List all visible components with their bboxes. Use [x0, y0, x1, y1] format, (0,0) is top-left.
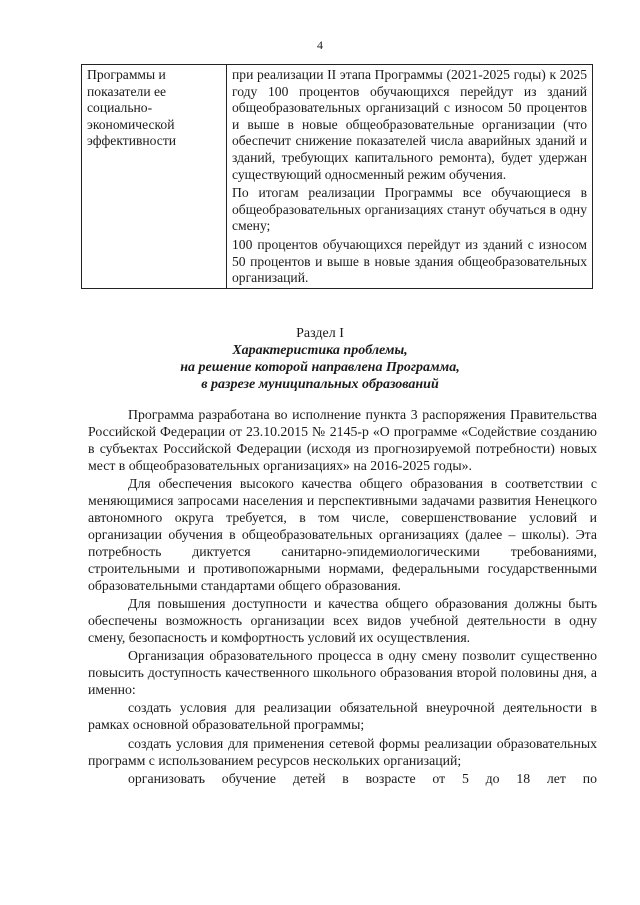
body-paragraph: Для обеспечения высокого качества общего образования в соответствии с меняющимися запросами населения и перспективными задачами развития Ненецкого автономного округа требуется, в том числе, совершенствование условий и организации обучения в общеобразовательных организациях (далее – школы). Эта потребность диктуется санитарно-эпидемиологическими требованиями, строительными и противопожарными нормами, федеральными государственными образовательными стандартами общего образования.: [88, 476, 597, 593]
body-paragraph: создать условия для применения сетевой формы реализации образовательных программ с использованием ресурсов нескольких организаций;: [88, 735, 597, 768]
body-paragraph: Программа разработана во исполнение пункта 3 распоряжения Правительства Российской Федерации от 23.10.2015 № 2145-р «О программе «Содействие созданию в субъектах Российской Федерации (исходя из прогнозируемой потребности) новых мест в общеобразовательных организациях» на 2016-2025 годы».: [88, 407, 597, 473]
table-left-cell: Программы и показатели ее социально-экономической эффективности: [82, 65, 227, 289]
page-number: 4: [317, 38, 323, 52]
section-label: Раздел I: [296, 326, 344, 341]
body-paragraph: Организация образовательного процесса в одну смену позволит существенно повысить доступность качественного школьного образования второй половины дня, а именно:: [88, 648, 597, 697]
section-title-line: на решение которой направлена Программа,: [180, 360, 460, 375]
program-table: [81, 64, 593, 289]
table-paragraph: при реализации II этапа Программы (2021-2025 годы) к 2025 году 100 процентов обучающихся перейдут из зданий общеобразовательных организаций с износом 50 процентов и выше в новые общеобразовательные организации (что обеспечит снижение показателей числа аварийных зданий и зданий, требующих капитального ремонта), будет удержан существующий односменный режим обучения.: [232, 67, 587, 182]
table-paragraph: По итогам реализации Программы все обучающиеся в общеобразовательных организациях станут обучаться в одну смену;: [232, 185, 587, 234]
body-paragraph: организовать обучение детей в возрасте от 5 до 18 лет по: [128, 771, 597, 787]
section-title-line: в разрезе муниципальных образований: [201, 377, 439, 392]
table-paragraph: 100 процентов обучающихся перейдут из зданий с износом 50 процентов и выше в новые здания общеобразовательных организаций.: [232, 236, 587, 286]
body-paragraph: создать условия для реализации обязательной внеурочной деятельности в рамках основной образовательной программы;: [88, 700, 597, 733]
body-paragraph: Для повышения доступности и качества общего образования должны быть обеспечены возможность организации всех видов учебной деятельности в одну смену, безопасность и комфортность условий их осуществления.: [88, 595, 597, 645]
section-title-line: Характеристика проблемы,: [232, 343, 408, 358]
section-heading: [0, 325, 640, 393]
table-right-cell: [227, 65, 593, 289]
body-text: [88, 407, 597, 789]
table-row: [82, 65, 593, 289]
